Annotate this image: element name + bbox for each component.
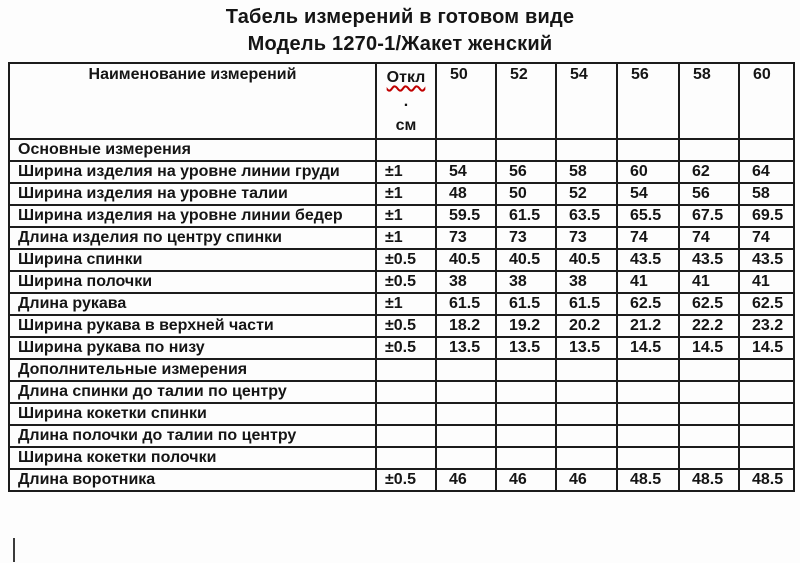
row-value: 62: [679, 161, 739, 183]
row-value: 13.5: [496, 337, 556, 359]
row-value: [556, 139, 617, 161]
table-row: [9, 227, 794, 249]
row-value: 52: [556, 183, 617, 205]
row-value: 48: [436, 183, 496, 205]
row-label: Ширина спинки: [9, 249, 376, 271]
row-label: Ширина изделия на уровне линии груди: [9, 161, 376, 183]
row-deviation: ±1: [376, 227, 436, 249]
row-deviation: ±0.5: [376, 469, 436, 491]
row-deviation: ±1: [376, 293, 436, 315]
row-value: 65.5: [617, 205, 679, 227]
row-value: 58: [739, 183, 794, 205]
row-value: 62.5: [739, 293, 794, 315]
row-value: [496, 447, 556, 469]
row-value: 63.5: [556, 205, 617, 227]
row-value: [556, 425, 617, 447]
row-value: 73: [436, 227, 496, 249]
table-row: [9, 381, 794, 403]
row-value: 23.2: [739, 315, 794, 337]
row-label: Длина спинки до талии по центру: [9, 381, 376, 403]
row-value: [496, 139, 556, 161]
row-value: [617, 403, 679, 425]
row-value: 56: [496, 161, 556, 183]
row-deviation: [376, 359, 436, 381]
row-value: 13.5: [556, 337, 617, 359]
row-value: 64: [739, 161, 794, 183]
row-value: [739, 359, 794, 381]
row-value: [739, 381, 794, 403]
row-value: [436, 359, 496, 381]
row-label: Ширина изделия на уровне линии бедер: [9, 205, 376, 227]
row-value: 61.5: [496, 293, 556, 315]
row-value: 43.5: [617, 249, 679, 271]
row-deviation: ±0.5: [376, 315, 436, 337]
row-deviation: [376, 381, 436, 403]
row-value: [556, 447, 617, 469]
row-label: Ширина кокетки полочки: [9, 447, 376, 469]
row-value: [739, 447, 794, 469]
row-deviation: [376, 139, 436, 161]
size-column-header: 56: [617, 63, 679, 139]
row-value: [679, 425, 739, 447]
row-value: [679, 403, 739, 425]
row-value: 46: [556, 469, 617, 491]
row-value: 61.5: [496, 205, 556, 227]
row-value: 18.2: [436, 315, 496, 337]
row-value: 14.5: [617, 337, 679, 359]
row-value: 48.5: [739, 469, 794, 491]
row-value: [436, 403, 496, 425]
row-value: [617, 359, 679, 381]
document-title-block: [0, 4, 800, 58]
row-value: 43.5: [679, 249, 739, 271]
row-value: 41: [739, 271, 794, 293]
row-value: [739, 139, 794, 161]
row-label: Ширина полочки: [9, 271, 376, 293]
table-body: [9, 139, 794, 491]
deviation-header-word: Откл: [386, 69, 426, 86]
row-value: 48.5: [617, 469, 679, 491]
document-subtitle: Модель 1270-1/Жакет женский: [247, 33, 553, 55]
row-deviation: ±1: [376, 205, 436, 227]
table-row: [9, 249, 794, 271]
row-label: Длина рукава: [9, 293, 376, 315]
row-value: 40.5: [436, 249, 496, 271]
row-value: [496, 359, 556, 381]
row-value: 13.5: [436, 337, 496, 359]
row-deviation: ±0.5: [376, 337, 436, 359]
row-value: 67.5: [679, 205, 739, 227]
row-deviation: ±0.5: [376, 271, 436, 293]
document-title: Табель измерений в готовом виде: [225, 6, 575, 28]
row-value: 43.5: [739, 249, 794, 271]
size-column-header: 54: [556, 63, 617, 139]
size-column-header: 58: [679, 63, 739, 139]
row-value: [436, 139, 496, 161]
row-value: [436, 381, 496, 403]
row-deviation: ±1: [376, 183, 436, 205]
row-deviation: [376, 403, 436, 425]
row-label: Ширина изделия на уровне талии: [9, 183, 376, 205]
row-value: 54: [617, 183, 679, 205]
row-value: [496, 381, 556, 403]
row-value: 38: [496, 271, 556, 293]
deviation-header-dot: .: [403, 93, 409, 110]
section-row: [9, 359, 794, 381]
table-row: [9, 469, 794, 491]
row-value: [556, 403, 617, 425]
row-value: [496, 403, 556, 425]
name-column-header: Наименование измерений: [9, 63, 376, 139]
table-row: [9, 315, 794, 337]
measurements-table: [8, 62, 795, 492]
section-row: [9, 139, 794, 161]
row-value: 40.5: [496, 249, 556, 271]
row-value: 20.2: [556, 315, 617, 337]
deviation-header-unit: см: [395, 117, 417, 134]
table-row: [9, 271, 794, 293]
row-value: 60: [617, 161, 679, 183]
row-value: 41: [679, 271, 739, 293]
row-value: [739, 425, 794, 447]
row-value: 58: [556, 161, 617, 183]
row-value: 54: [436, 161, 496, 183]
table-row: [9, 447, 794, 469]
row-value: 56: [679, 183, 739, 205]
row-value: 74: [739, 227, 794, 249]
row-value: 74: [679, 227, 739, 249]
row-value: 14.5: [679, 337, 739, 359]
table-row: [9, 425, 794, 447]
row-value: [617, 425, 679, 447]
row-value: 61.5: [556, 293, 617, 315]
header-row: [9, 63, 794, 139]
size-column-header: 50: [436, 63, 496, 139]
row-value: 61.5: [436, 293, 496, 315]
row-value: [436, 447, 496, 469]
row-value: 48.5: [679, 469, 739, 491]
table-row: [9, 403, 794, 425]
row-label: Основные измерения: [9, 139, 376, 161]
row-value: 46: [496, 469, 556, 491]
size-column-header: 52: [496, 63, 556, 139]
row-value: [617, 447, 679, 469]
row-deviation: [376, 425, 436, 447]
table-row: [9, 293, 794, 315]
table-row: [9, 183, 794, 205]
table-row: [9, 337, 794, 359]
row-value: 62.5: [679, 293, 739, 315]
row-value: 21.2: [617, 315, 679, 337]
row-value: [617, 139, 679, 161]
row-value: 22.2: [679, 315, 739, 337]
row-label: Длина изделия по центру спинки: [9, 227, 376, 249]
row-value: 73: [496, 227, 556, 249]
size-column-header: 60: [739, 63, 794, 139]
row-value: 38: [436, 271, 496, 293]
table-row: [9, 205, 794, 227]
row-value: 19.2: [496, 315, 556, 337]
row-label: Ширина кокетки спинки: [9, 403, 376, 425]
row-label: Длина полочки до талии по центру: [9, 425, 376, 447]
row-deviation: ±0.5: [376, 249, 436, 271]
row-value: [679, 359, 739, 381]
row-value: [679, 139, 739, 161]
row-value: [436, 425, 496, 447]
row-value: [556, 381, 617, 403]
row-deviation: [376, 447, 436, 469]
deviation-column-header: [376, 63, 436, 139]
row-deviation: ±1: [376, 161, 436, 183]
row-label: Ширина рукава по низу: [9, 337, 376, 359]
row-value: 59.5: [436, 205, 496, 227]
text-cursor[interactable]: [13, 538, 15, 562]
row-value: 73: [556, 227, 617, 249]
row-label: Длина воротника: [9, 469, 376, 491]
row-value: [739, 403, 794, 425]
row-value: [617, 381, 679, 403]
row-label: Ширина рукава в верхней части: [9, 315, 376, 337]
row-value: 69.5: [739, 205, 794, 227]
row-value: [679, 381, 739, 403]
row-value: [556, 359, 617, 381]
row-value: 41: [617, 271, 679, 293]
row-value: 46: [436, 469, 496, 491]
row-value: [496, 425, 556, 447]
row-value: 40.5: [556, 249, 617, 271]
row-value: 50: [496, 183, 556, 205]
table-row: [9, 161, 794, 183]
row-value: 38: [556, 271, 617, 293]
row-value: 74: [617, 227, 679, 249]
row-value: 14.5: [739, 337, 794, 359]
row-value: [679, 447, 739, 469]
row-value: 62.5: [617, 293, 679, 315]
row-label: Дополнительные измерения: [9, 359, 376, 381]
